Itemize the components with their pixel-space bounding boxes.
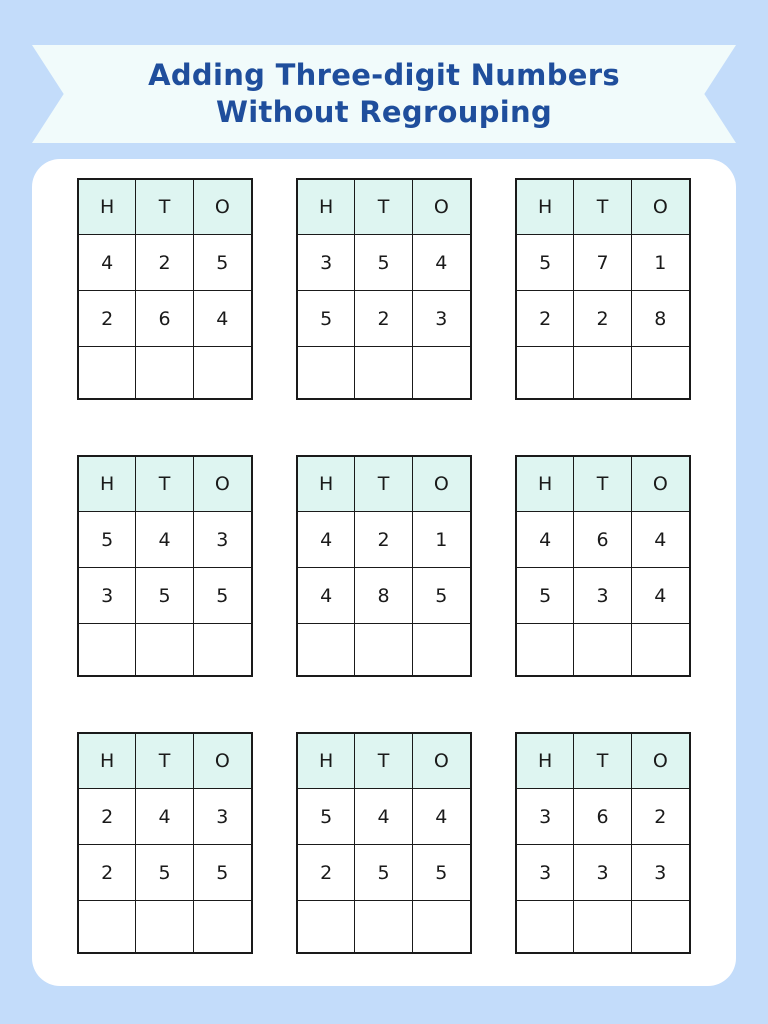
answer-cell[interactable] xyxy=(136,347,193,398)
title-line-1: Adding Three-digit Numbers xyxy=(148,58,620,92)
addend-bottom-digit: 5 xyxy=(413,845,470,901)
addend-top-digit: 4 xyxy=(355,789,412,845)
answer-cell[interactable] xyxy=(517,624,574,675)
answer-cell[interactable] xyxy=(413,347,470,398)
addend-top-digit: 7 xyxy=(574,235,631,291)
addend-bottom-digit: 3 xyxy=(79,568,136,624)
addend-top-digit: 3 xyxy=(517,789,574,845)
addend-bottom-digit: 2 xyxy=(79,845,136,901)
problem-grid xyxy=(77,178,253,400)
addend-bottom-digit: 5 xyxy=(136,845,193,901)
addend-bottom-digit: 5 xyxy=(298,291,355,347)
column-header: O xyxy=(413,180,470,235)
addend-top-digit: 4 xyxy=(136,789,193,845)
column-header: H xyxy=(517,734,574,789)
answer-cell[interactable] xyxy=(298,624,355,675)
column-header: H xyxy=(517,457,574,512)
addend-top-digit: 2 xyxy=(355,512,412,568)
addend-bottom-digit: 3 xyxy=(413,291,470,347)
addend-top-digit: 5 xyxy=(79,512,136,568)
addend-bottom-digit: 5 xyxy=(194,568,251,624)
addend-bottom-digit: 5 xyxy=(355,845,412,901)
answer-cell[interactable] xyxy=(79,901,136,952)
addend-bottom-digit: 2 xyxy=(574,291,631,347)
column-header: O xyxy=(194,457,251,512)
answer-cell[interactable] xyxy=(413,624,470,675)
addend-bottom-digit: 3 xyxy=(574,845,631,901)
addend-bottom-digit: 2 xyxy=(517,291,574,347)
problem-grid xyxy=(515,732,691,954)
addend-bottom-digit: 6 xyxy=(136,291,193,347)
answer-cell[interactable] xyxy=(355,347,412,398)
problem-grid xyxy=(515,178,691,400)
answer-cell[interactable] xyxy=(355,624,412,675)
column-header: T xyxy=(136,180,193,235)
addend-top-digit: 5 xyxy=(517,235,574,291)
column-header: O xyxy=(413,457,470,512)
column-header: H xyxy=(517,180,574,235)
page-title xyxy=(0,57,768,131)
addend-bottom-digit: 4 xyxy=(194,291,251,347)
column-header: O xyxy=(632,734,689,789)
problem-grid xyxy=(77,732,253,954)
answer-cell[interactable] xyxy=(574,624,631,675)
addend-top-digit: 2 xyxy=(632,789,689,845)
answer-cell[interactable] xyxy=(136,901,193,952)
addend-bottom-digit: 5 xyxy=(517,568,574,624)
addend-bottom-digit: 2 xyxy=(79,291,136,347)
addend-bottom-digit: 2 xyxy=(298,845,355,901)
column-header: O xyxy=(194,180,251,235)
column-header: H xyxy=(79,180,136,235)
answer-cell[interactable] xyxy=(632,347,689,398)
answer-cell[interactable] xyxy=(632,901,689,952)
addend-top-digit: 3 xyxy=(194,789,251,845)
addend-bottom-digit: 3 xyxy=(517,845,574,901)
answer-cell[interactable] xyxy=(413,901,470,952)
answer-cell[interactable] xyxy=(517,901,574,952)
addend-top-digit: 1 xyxy=(632,235,689,291)
addend-bottom-digit: 4 xyxy=(632,568,689,624)
addend-top-digit: 5 xyxy=(355,235,412,291)
column-header: T xyxy=(136,734,193,789)
problem-grid xyxy=(77,455,253,677)
answer-cell[interactable] xyxy=(298,347,355,398)
addend-top-digit: 1 xyxy=(413,512,470,568)
column-header: H xyxy=(79,457,136,512)
answer-cell[interactable] xyxy=(194,347,251,398)
column-header: T xyxy=(355,734,412,789)
addend-top-digit: 6 xyxy=(574,789,631,845)
addend-top-digit: 4 xyxy=(298,512,355,568)
column-header: T xyxy=(574,734,631,789)
answer-cell[interactable] xyxy=(632,624,689,675)
addend-top-digit: 4 xyxy=(413,235,470,291)
column-header: O xyxy=(632,180,689,235)
answer-cell[interactable] xyxy=(574,347,631,398)
addend-bottom-digit: 5 xyxy=(413,568,470,624)
addend-bottom-digit: 3 xyxy=(574,568,631,624)
addend-top-digit: 5 xyxy=(194,235,251,291)
answer-cell[interactable] xyxy=(136,624,193,675)
answer-cell[interactable] xyxy=(517,347,574,398)
addend-top-digit: 3 xyxy=(298,235,355,291)
column-header: T xyxy=(136,457,193,512)
column-header: O xyxy=(413,734,470,789)
addend-bottom-digit: 4 xyxy=(298,568,355,624)
answer-cell[interactable] xyxy=(574,901,631,952)
problem-grid xyxy=(296,732,472,954)
answer-cell[interactable] xyxy=(194,901,251,952)
column-header: H xyxy=(298,457,355,512)
answer-cell[interactable] xyxy=(194,624,251,675)
answer-cell[interactable] xyxy=(355,901,412,952)
column-header: H xyxy=(298,734,355,789)
column-header: H xyxy=(298,180,355,235)
column-header: O xyxy=(194,734,251,789)
answer-cell[interactable] xyxy=(79,624,136,675)
addend-top-digit: 2 xyxy=(79,789,136,845)
column-header: T xyxy=(574,180,631,235)
addend-top-digit: 5 xyxy=(298,789,355,845)
addend-top-digit: 4 xyxy=(79,235,136,291)
addend-bottom-digit: 8 xyxy=(632,291,689,347)
addend-top-digit: 6 xyxy=(574,512,631,568)
problem-grid xyxy=(515,455,691,677)
addend-top-digit: 2 xyxy=(136,235,193,291)
addend-bottom-digit: 5 xyxy=(136,568,193,624)
addend-top-digit: 4 xyxy=(517,512,574,568)
column-header: H xyxy=(79,734,136,789)
addend-top-digit: 4 xyxy=(632,512,689,568)
problem-grid xyxy=(296,178,472,400)
problem-grid xyxy=(296,455,472,677)
answer-cell[interactable] xyxy=(298,901,355,952)
addend-bottom-digit: 2 xyxy=(355,291,412,347)
title-line-2: Without Regrouping xyxy=(215,95,553,129)
addend-bottom-digit: 3 xyxy=(632,845,689,901)
addend-top-digit: 4 xyxy=(413,789,470,845)
column-header: O xyxy=(632,457,689,512)
column-header: T xyxy=(355,180,412,235)
answer-cell[interactable] xyxy=(79,347,136,398)
addend-top-digit: 3 xyxy=(194,512,251,568)
column-header: T xyxy=(574,457,631,512)
addend-bottom-digit: 8 xyxy=(355,568,412,624)
addend-top-digit: 4 xyxy=(136,512,193,568)
addend-bottom-digit: 5 xyxy=(194,845,251,901)
column-header: T xyxy=(355,457,412,512)
